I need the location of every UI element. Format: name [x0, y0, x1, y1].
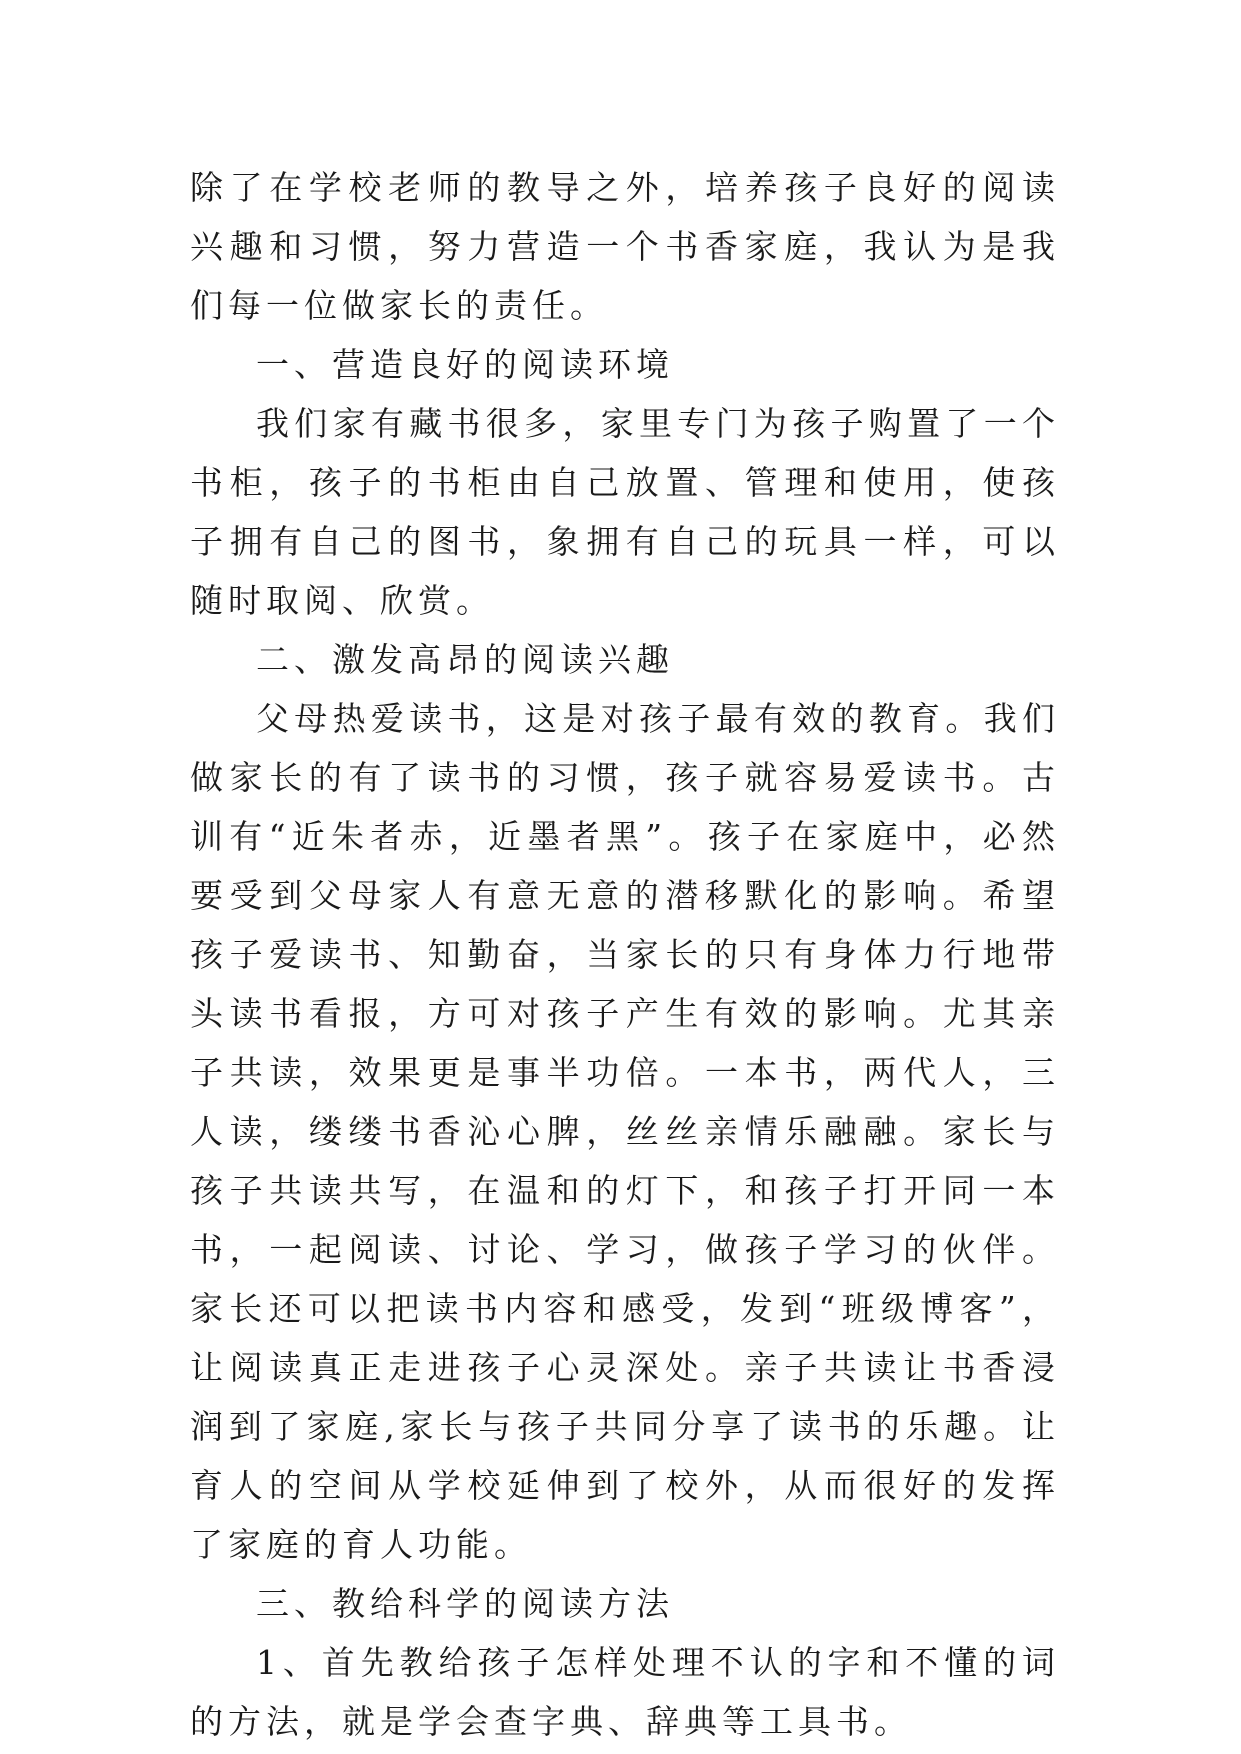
heading-section-3: 三、教给科学的阅读方法 — [256, 1584, 674, 1623]
paragraph-intro: 除了在学校老师的教导之外，培养孩子良好的阅读兴趣和习惯，努力营造一个书香家庭，我认为是我们每一位做家长的责任。 — [190, 168, 1060, 325]
paragraph-section-2: 父母热爱读书，这是对孩子最有效的教育。我们做家长的有了读书的习惯，孩子就容易爱读书。古训有“近朱者赤，近墨者黑”。孩子在家庭中，必然要受到父母家人有意无意的潜移默化的影响。希望孩子爱读书、知勤奋，当家长的只有身体力行地带头读书看报，方可对孩子产生有效的影响。尤其亲子共读，效果更是事半功倍。一本书，两代人，三人读，缕缕书香沁心脾，丝丝亲情乐融融。家长与孩子共读共写，在温和的灯下，和孩子打开同一本书，一起阅读、讨论、学习，做孩子学习的伙伴。家长还可以把读书内容和感受，发到“班级博客”，让阅读真正走进孩子心灵深处。亲子共读让书香浸润到了家庭,家长与孩子共同分享了读书的乐趣。让育人的空间从学校延伸到了校外，从而很好的发挥了家庭的育人功能。 — [190, 699, 1060, 1564]
paragraph-section-3-item-1: 1、首先教给孩子怎样处理不认的字和不懂的词的方法，就是学会查字典、辞典等工具书。 — [190, 1643, 1060, 1741]
document-body — [190, 158, 1060, 1751]
paragraph-section-1: 我们家有藏书很多，家里专门为孩子购置了一个书柜，孩子的书柜由自己放置、管理和使用，使孩子拥有自己的图书，象拥有自己的玩具一样，可以随时取阅、欣赏。 — [190, 404, 1060, 620]
heading-section-2: 二、激发高昂的阅读兴趣 — [256, 640, 674, 679]
heading-section-1: 一、营造良好的阅读环境 — [256, 345, 674, 384]
